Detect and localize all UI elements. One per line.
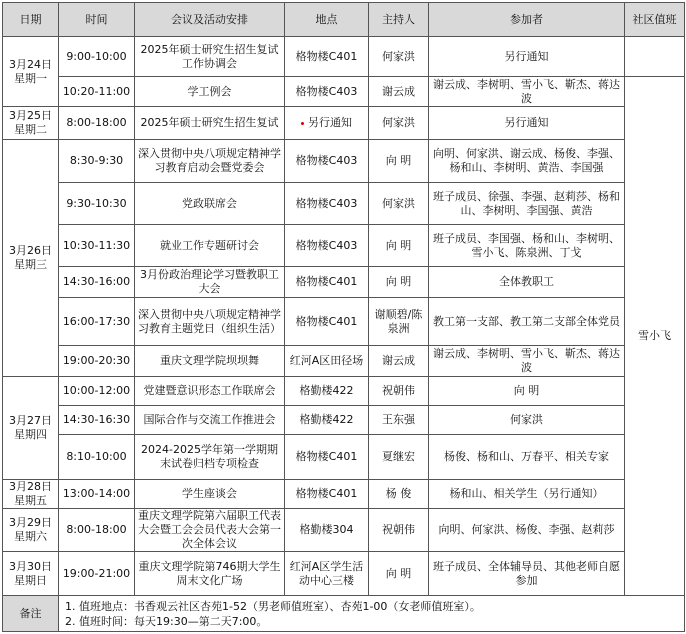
note-line: 2. 值班时间：每天19:30—第二天7:00。	[65, 614, 268, 628]
time-cell: 13:00-14:00	[59, 480, 135, 509]
host-cell: 王东强	[369, 406, 429, 435]
weekday-text: 星期二	[14, 123, 47, 136]
place-cell	[285, 37, 369, 77]
date-cell	[3, 107, 59, 140]
time-cell: 14:30-16:00	[59, 267, 135, 298]
host-cell: 向 明	[369, 225, 429, 267]
weekday-text: 星期三	[14, 258, 47, 271]
header-host: 主持人	[369, 3, 429, 37]
table-row	[3, 183, 685, 225]
weekday-text: 星期一	[14, 71, 47, 85]
date-cell	[3, 377, 59, 480]
event-cell: 2025年硕士研究生招生复试工作协调会	[135, 37, 285, 77]
event-cell: 学生座谈会	[135, 480, 285, 509]
place-text: 格物楼C403	[295, 238, 358, 252]
place-text: 红河A区田径场	[289, 354, 364, 367]
host-cell: 何家洪	[369, 183, 429, 225]
host-cell: 何家洪	[369, 37, 429, 77]
host-cell: 谢顺碧/陈泉洲	[369, 298, 429, 346]
weekday-text: 星期六	[14, 530, 47, 543]
time-cell: 8:00-18:00	[59, 509, 135, 552]
table-row	[3, 107, 685, 140]
time-cell: 10:20-11:00	[59, 77, 135, 107]
date-text: 3月30日	[9, 559, 52, 573]
header-event: 会议及活动安排	[135, 3, 285, 37]
attendees-cell: 杨和山、相关学生（另行通知）	[429, 480, 625, 509]
date-text: 3月27日	[9, 414, 52, 427]
attendees-cell: 杨俊、杨和山、万春平、相关专家	[429, 435, 625, 480]
place-text: 格勤楼422	[299, 384, 354, 397]
attendees-cell: 向明、何家洪、谢云成、杨俊、李强、杨和山、李树明、黄浩、李国强	[429, 140, 625, 183]
place-text: 另行通知	[308, 116, 352, 129]
table-row	[3, 225, 685, 267]
header-duty: 社区值班	[625, 3, 685, 37]
note-line: 1. 值班地点：书香观云社区杏苑1-52（男老师值班室）、杏苑1-00（女老师值班室）。	[65, 599, 481, 613]
place-cell	[285, 183, 369, 225]
table-row	[3, 406, 685, 435]
place-text: 格勤楼422	[299, 413, 354, 426]
event-cell: 国际合作与交流工作推进会	[135, 406, 285, 435]
date-text: 3月26日	[9, 244, 52, 257]
attendees-cell: 班子成员、李国强、杨和山、李树明、雪小飞、陈泉洲、丁戈	[429, 225, 625, 267]
time-cell: 9:30-10:30	[59, 183, 135, 225]
date-cell	[3, 552, 59, 596]
weekday-text: 星期五	[14, 494, 47, 507]
event-cell: 党建暨意识形态工作联席会	[135, 377, 285, 406]
place-text: 格物楼C401	[295, 314, 358, 328]
table-row	[3, 509, 685, 552]
attendees-cell: 向明、何家洪、杨俊、李强、赵莉莎	[429, 509, 625, 552]
attendees-cell: 何家洪	[429, 406, 625, 435]
place-cell	[285, 107, 369, 140]
event-cell: 重庆文理学院第六届职工代表大会暨工会会员代表大会第一次全体会议	[135, 509, 285, 552]
place-cell	[285, 435, 369, 480]
place-cell	[285, 140, 369, 183]
place-text: 红河A区学生活动中心三楼	[289, 559, 364, 587]
place-text: 格物楼C403	[295, 154, 358, 167]
event-cell: 2024-2025学年第一学期期末试卷归档专项检查	[135, 435, 285, 480]
host-cell: 谢云成	[369, 77, 429, 107]
date-text: 3月24日	[9, 57, 52, 71]
attendees-cell: 向 明	[429, 377, 625, 406]
duty-cell-top	[625, 37, 685, 77]
attendees-cell: 班子成员、全体辅导员、其他老师自愿参加	[429, 552, 625, 596]
attendees-cell: 另行通知	[429, 37, 625, 77]
table-row	[3, 435, 685, 480]
time-cell: 8:00-18:00	[59, 107, 135, 140]
attendees-cell: 另行通知	[429, 107, 625, 140]
event-cell: 党政联席会	[135, 183, 285, 225]
attendees-cell: 教工第一支部、教工第二支部全体党员	[429, 298, 625, 346]
place-cell	[285, 267, 369, 298]
duty-cell: 雪小飞	[625, 77, 685, 596]
host-cell: 祝朝伟	[369, 377, 429, 406]
table-row	[3, 140, 685, 183]
place-text: 格物楼C401	[295, 450, 358, 463]
place-cell	[285, 480, 369, 509]
weekday-text: 星期日	[14, 573, 47, 587]
schedule-table	[2, 2, 685, 632]
host-cell: 夏继宏	[369, 435, 429, 480]
place-cell	[285, 406, 369, 435]
weekday-text: 星期四	[14, 428, 47, 441]
header-attendees: 参加者	[429, 3, 625, 37]
place-text: 格勤楼304	[299, 523, 354, 536]
host-cell: 杨 俊	[369, 480, 429, 509]
place-cell	[285, 346, 369, 377]
host-cell: 向 明	[369, 552, 429, 596]
place-text: 格物楼C403	[295, 84, 358, 98]
red-dot-icon	[301, 122, 304, 125]
event-cell: 2025年硕士研究生招生复试	[135, 107, 285, 140]
table-row	[3, 377, 685, 406]
time-cell: 14:30-16:30	[59, 406, 135, 435]
attendees-cell: 全体教职工	[429, 267, 625, 298]
time-cell: 10:00-12:00	[59, 377, 135, 406]
header-time: 时间	[59, 3, 135, 37]
host-cell: 祝朝伟	[369, 509, 429, 552]
table-row	[3, 77, 685, 107]
place-cell	[285, 552, 369, 596]
host-cell: 向 明	[369, 267, 429, 298]
host-cell: 向 明	[369, 140, 429, 183]
table-row	[3, 267, 685, 298]
event-cell: 重庆文理学院第746期大学生周末文化广场	[135, 552, 285, 596]
attendees-cell: 谢云成、李树明、雪小飞、靳杰、蒋达波	[429, 346, 625, 377]
table-row	[3, 552, 685, 596]
place-text: 格物楼C401	[295, 275, 358, 288]
place-text: 格物楼C401	[295, 487, 358, 500]
time-cell: 10:30-11:30	[59, 225, 135, 267]
event-cell: 重庆文理学院坝坝舞	[135, 346, 285, 377]
date-cell	[3, 509, 59, 552]
event-cell: 3月份政治理论学习暨教职工大会	[135, 267, 285, 298]
time-cell: 8:30-9:30	[59, 140, 135, 183]
attendees-cell: 班子成员、徐强、李强、赵莉莎、杨和山、李树明、李国强、黄浩	[429, 183, 625, 225]
event-cell: 就业工作专题研讨会	[135, 225, 285, 267]
event-cell: 深入贯彻中央八项规定精神学习教育主题党日（组织生活）	[135, 298, 285, 346]
table-row	[3, 346, 685, 377]
notes-label: 备注	[3, 596, 59, 632]
table-row	[3, 37, 685, 77]
place-cell	[285, 509, 369, 552]
time-cell: 9:00-10:00	[59, 37, 135, 77]
date-cell	[3, 140, 59, 377]
time-cell: 16:00-17:30	[59, 298, 135, 346]
time-cell: 19:00-20:30	[59, 346, 135, 377]
table-row	[3, 298, 685, 346]
place-cell	[285, 225, 369, 267]
host-cell: 何家洪	[369, 107, 429, 140]
date-text: 3月25日	[9, 109, 52, 122]
date-cell	[3, 480, 59, 509]
date-text: 3月29日	[9, 516, 52, 529]
event-cell: 深入贯彻中央八项规定精神学习教育启动会暨党委会	[135, 140, 285, 183]
header-date: 日期	[3, 3, 59, 37]
host-cell: 谢云成	[369, 346, 429, 377]
place-text: 格物楼C401	[295, 49, 358, 63]
notes-row	[3, 596, 685, 632]
time-cell: 19:00-21:00	[59, 552, 135, 596]
event-cell: 学工例会	[135, 77, 285, 107]
table-row	[3, 480, 685, 509]
header-row	[3, 3, 685, 37]
time-cell: 8:10-10:00	[59, 435, 135, 480]
place-cell	[285, 377, 369, 406]
date-text: 3月28日	[9, 480, 52, 493]
attendees-cell: 谢云成、李树明、雪小飞、靳杰、蒋达波	[429, 77, 625, 107]
place-text: 格物楼C403	[295, 196, 358, 210]
header-place: 地点	[285, 3, 369, 37]
place-cell	[285, 298, 369, 346]
notes-content	[59, 596, 685, 632]
place-cell	[285, 77, 369, 107]
date-cell	[3, 37, 59, 107]
